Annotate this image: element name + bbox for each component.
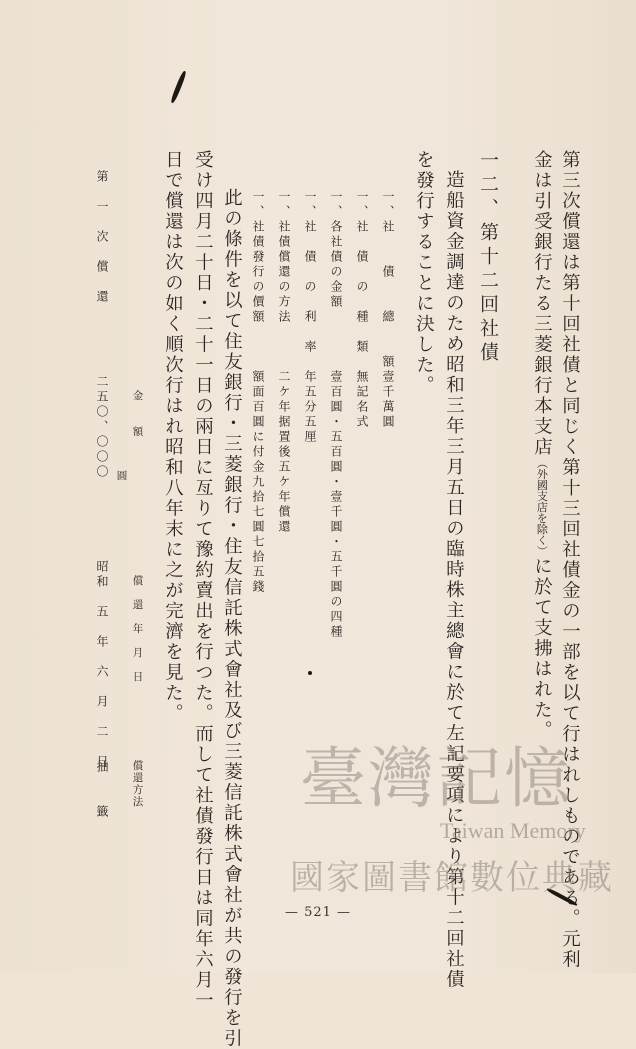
- body-column-4: 造船資金調達のため昭和三年三月五日の臨時株主總會に於て左記要項により第十二回社債: [443, 170, 465, 990]
- section-heading: 一二、第十二回社債: [477, 150, 499, 366]
- term-value-3: 年五分五厘: [303, 370, 317, 445]
- term-value-2: 壹百圓・五百圓・壹千圓・五千圓の四種: [329, 370, 343, 640]
- term-value-1: 無記名式: [355, 370, 369, 430]
- repayment-row-amount: 二五〇、〇〇〇: [95, 375, 109, 480]
- term-label-3: 一、社 債 の 利 率: [303, 190, 317, 355]
- term-label-5: 一、社債發行の價額: [251, 190, 265, 325]
- term-label-1: 一、社 債 の 種 類: [355, 190, 369, 355]
- term-value-0: 壹千萬圓: [381, 370, 395, 430]
- repayment-header-unit: 圓: [115, 470, 128, 482]
- page-number: — 521 —: [284, 905, 352, 920]
- watermark-english: Taiwan Memory: [440, 818, 586, 843]
- ink-smudge-top: [170, 70, 187, 103]
- repayment-header-amount: 金 額: [131, 390, 144, 438]
- after-column-1: 此の條件を以て住友銀行・三菱銀行・住友信託株式會社及び三菱信託株式會社が共の發行を引: [221, 188, 243, 1049]
- watermark-brand: 臺灣記憶: [300, 740, 572, 817]
- term-value-5: 額面百圓に付金九拾七圓七拾五錢: [251, 370, 265, 595]
- repayment-header-date: 償 還 年 月 日: [131, 575, 144, 683]
- body-column-2-note: （外國支店を除く）: [535, 457, 549, 557]
- ink-dot: [308, 671, 312, 675]
- body-column-2-main: 金は引受銀行たる三菱銀行本支店: [531, 150, 553, 458]
- term-value-4: 二ケ年据置後五ケ年償還: [277, 370, 291, 535]
- body-column-2: [531, 150, 553, 741]
- term-label-0: 一、社 債 總 額: [381, 190, 395, 370]
- body-column-2-end: に於て支拂はれた。: [531, 556, 553, 741]
- after-column-2: 受け四月二十日・二十一日の兩日に亙りて豫約賣出を行つた。而して社債發行日は同年六月一: [192, 150, 214, 1011]
- term-label-2: 一、各社債の金額: [329, 190, 343, 310]
- term-label-4: 一、社債償還の方法: [277, 190, 291, 325]
- body-column-1: 第三次償還は第十回社債と同じく第十三回社債金の一部を以て行はれしものである。元利: [559, 150, 581, 970]
- watermark-org: 國家圖書館數位典藏: [290, 858, 614, 898]
- after-column-3: 日で償還は次の如く順次行はれ昭和八年末に之が完濟を見た。: [162, 150, 184, 724]
- body-column-5: を發行することに決した。: [413, 150, 435, 396]
- repayment-row-method: 抽 籤: [95, 760, 109, 820]
- repayment-row-label: 第 一 次 償 還: [95, 170, 109, 305]
- repayment-header-method: 償還方法: [131, 760, 144, 808]
- repayment-row-date: 昭和 五 年 六 月 二 日: [95, 560, 109, 770]
